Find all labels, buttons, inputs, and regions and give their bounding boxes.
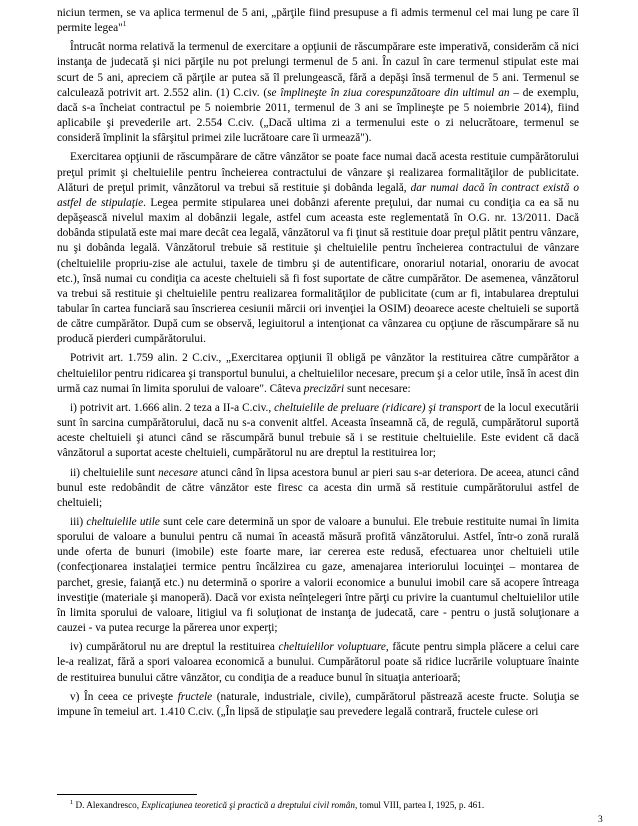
paragraph-0-text: niciun termen, se va aplica termenul de 5 ani, „părţile fiind presupuse a fi admis termenul cel mai lung pe care îl permite legea"	[57, 7, 579, 35]
paragraph-8-text-b: (naturale, industriale, civile), cumpărătorul păstrează aceste fructe. Soluţia se impune în temeiul art. 1.410 C.civ. („În lipsă de stipulaţie sau prevedere legală contrară, fructele culese ori	[57, 690, 579, 718]
paragraph-4-text-a: i) potrivit art. 1.666 alin. 2 teza a II-a C.civ.,	[70, 401, 275, 414]
paragraph-3-text-a: Potrivit art. 1.759 alin. 2 C.civ., „Exercitarea opţiunii îl obligă pe vânzător la restituirea către cumpărător a cheltuielilor pentru ridicarea şi transportul bunului, a cheltuielilor necesare, precum şi a celor utile, însă în acest din urmă caz numai în limita sporului de valoare". Câteva	[57, 352, 579, 395]
paragraph-8	[57, 690, 579, 720]
footnote-text-b: , tomul VIII, partea I, 1925, p. 461.	[354, 800, 485, 810]
paragraph-7-text-a: iv) cumpărătorul nu are dreptul la restituirea	[70, 641, 279, 654]
paragraph-7-text-b: , făcute pentru simpla plăcere a celui care le-a realizat, fără a spori valoarea economică a bunului. Cumpărătorul poate să ridice lucrările voluptuare înainte de restituirea bunului către vânzător, cu condiţia de a readuce bunul în situaţia anterioară;	[57, 641, 580, 684]
paragraph-3-emphasis: precizări	[303, 382, 345, 395]
paragraph-1	[57, 40, 579, 146]
paragraph-2-text-a: Exercitarea opţiunii de răscumpărare de către vânzător se poate face numai dacă acesta restituie cumpărătorului preţul primit şi cheltuielile pentru încheierea contractului de vânzare şi realizarea formalităţilor de publicitate. Alături de preţul primit, vânzătorul va trebui să restituie şi dobânda legală,	[57, 151, 579, 194]
paragraph-5-emphasis: necesare	[158, 466, 198, 479]
paragraph-7	[57, 640, 579, 685]
paragraph-5-text-b: atunci când în lipsa acestora bunul ar pieri sau s-ar deteriora. De aceea, atunci când bunul este redobândit de către vânzător este firesc ca acesta din urmă să restituie cumpărătorului astfel de cheltuieli;	[57, 466, 580, 509]
paragraph-6-text-a: iii)	[70, 516, 87, 528]
page-number: 3	[598, 815, 603, 825]
paragraph-4-text-b: de la locul executării sunt în sarcina cumpărătorului, dacă nu s-a convenit altfel. Aceasta înseamnă că, de regulă, cumpărătorul suportă aceste cheltuieli şi atunci când se răscumpără bunul trebuie să i se restituie cheltuielile. Este evident că dacă vânzătorul a suportat aceste cheltuieli, cumpărătorul nu are dreptul la restituirea lor;	[57, 401, 580, 460]
paragraph-5	[57, 466, 579, 511]
paragraph-2-text-b: . Legea permite stipularea unei dobânzi aferente preţului, dar numai cu condiţia ca ea să nu depăşească nivelul maxim al dobânzii legale, astfel cum aceasta este reglementată în O.G. nr. 13/2011. Dacă dobânda stipulată este mai mare decât cea legală, vânzătorul va fi ţinut să restituie doar preţul plătit pentru vânzare, nu şi dobânda legală. Vânzătorul trebuie să restituie şi cheltuielile pentru încheierea contractului de vânzare (cheltuielile propriu-zise ale actului, taxele de timbru şi de autentificare, onorariul notarial, onorariu de avocat etc.), însă numai cu condiţia ca aceste cheltuieli să fi fost suportate de către cumpărător. De asemenea, vânzătorul va trebui să restituie şi cheltuielile pentru realizarea formalităţilor de publicitate (cum ar fi, intabularea dreptului tabular în cartea funciară sau înscrierea cesiunii mărcii ori invenţiei la OSIM) deoarece aceste cheltuieli se suportă de către cumpărător. După cum se observă, legiuitorul a intenţionat ca vânzarea cu opţiune de răscumpărare să nu producă pierderi cumpărătorului.	[57, 196, 579, 346]
paragraph-6-text-b: sunt cele care determină un spor de valoare a bunului. Ele trebuie restituite numai în limita sporului de valoare a bunului pentru că numai în această măsură profită vânzătorului. Astfel, într-o zonă rurală unde oferta de bunuri (imobile) este foarte mare, iar cererea este redusă, efectuarea unor cheltuieli utile (confecţionarea instalaţiei termice pentru încălzirea cu gaze, amenajarea interiorului locuinţei – montarea de parchet, gresie, faianţă etc.) nu determină o sporire a valorii economice a bunului imobil care să acopere întreaga investiţie (materiale şi manoperă). Dacă vor exista neînţelegeri între părţi cu privire la cuantumul cheltuielilor utile în limita sporului de valoare, litigiul va fi soluţionat de instanţa de judecată, care - pentru o justă soluţionare a cauzei - va putea recurge la părerea unor experţi;	[57, 516, 579, 635]
paragraph-4-emphasis: cheltuielile de preluare (ridicare) şi transport	[274, 401, 482, 414]
paragraph-7-emphasis: cheltuielilor voluptuare	[278, 641, 386, 654]
paragraph-4	[57, 401, 579, 462]
paragraph-2-emphasis: dar numai dacă în contract există o astfel de stipulaţie	[57, 181, 579, 209]
footnote-title: Explicaţiunea teoretică şi practică a dreptului civil român	[141, 800, 355, 810]
paragraph-6-emphasis: cheltuielile utile	[86, 516, 160, 528]
footnote-ref[interactable]: 1	[122, 20, 127, 29]
paragraph-8-emphasis: fructele	[177, 690, 213, 703]
paragraph-8-text-a: v) În ceea ce priveşte	[70, 690, 178, 703]
footnote-number: 1	[70, 798, 74, 806]
footnote-divider	[57, 794, 197, 795]
paragraph-1-emphasis: se împlineşte în ziua corespunzătoare din ultimul an	[267, 86, 510, 99]
paragraph-3-text-b: sunt necesare:	[344, 382, 411, 395]
paragraph-5-text-a: ii) cheltuielile sunt	[70, 466, 159, 479]
paragraph-1-text-b: – de exemplu, dacă s-a încheiat contractul pe 5 noiembrie 2011, termenul de 3 ani se împlineşte pe 5 noiembrie 2014), fiind aplicabile şi prevederile art. 2.554 C.civ. („Dacă ultima zi a termenului este o zi nelucrătoare, termenul se consideră împlinit la sfârşitul primei zile lucrătoare care îi urmează").	[57, 86, 579, 145]
footnote-text-a: D. Alexandresco,	[73, 800, 142, 810]
paragraph-0	[57, 6, 579, 36]
paragraph-1-text-a: Întrucât norma relativă la termenul de exercitare a opţiunii de răscumpărare este imperativă, considerăm că nici instanţa de judecată şi nici părţile nu pot prelungi termenul de 5 ani. În cazul în care termenul stipulat este mai scurt de 5 ani, apreciem că părţile ar putea să îl prelungească, fără a depăşi însă termenul de 5 ani. Termenul se calculează potrivit art. 2.552 alin. (1) C.civ. (	[57, 41, 579, 99]
page-body	[57, 6, 579, 720]
paragraph-6	[57, 515, 579, 636]
paragraph-2	[57, 150, 579, 347]
footnote	[70, 800, 590, 811]
paragraph-3	[57, 351, 579, 396]
